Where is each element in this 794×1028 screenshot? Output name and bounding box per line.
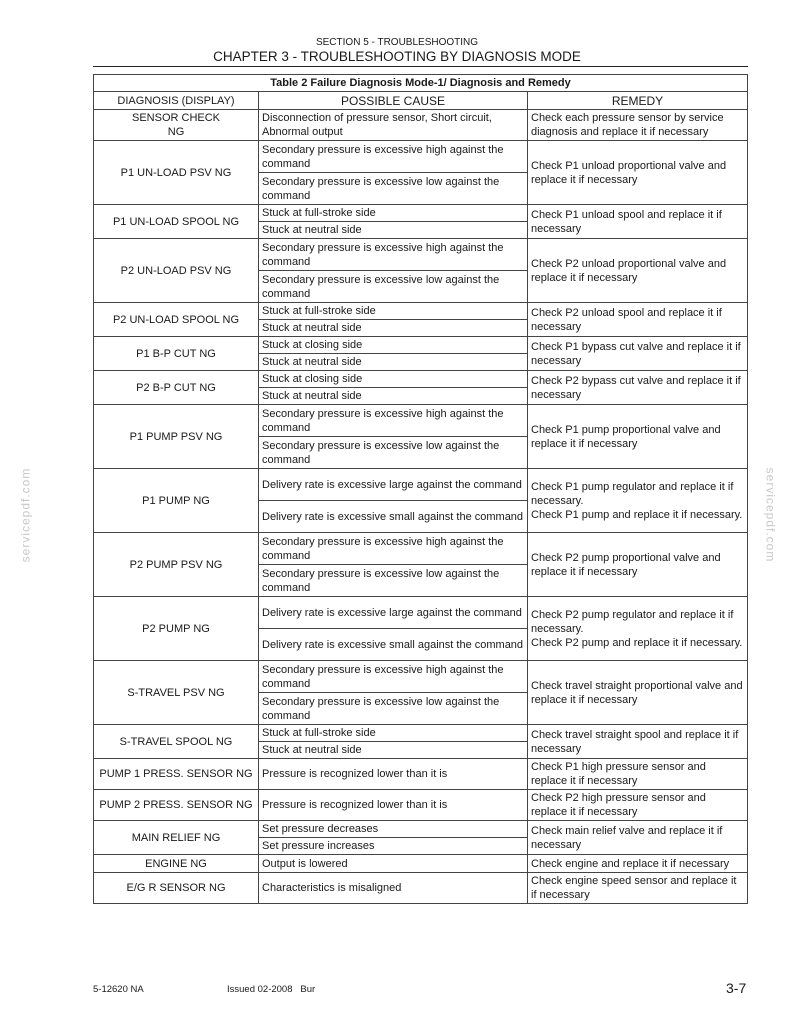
cause-cell: Stuck at closing side	[259, 371, 528, 388]
remedy-cell: Check P2 pump regulator and replace it if necessary. Check P2 pump and replace it if necessary.	[528, 597, 748, 661]
cause-cell: Secondary pressure is excessive low against the command	[259, 437, 528, 469]
cause-cell: Stuck at neutral side	[259, 320, 528, 337]
table-row	[94, 337, 748, 354]
table-row	[94, 873, 748, 904]
cause-cell: Stuck at full-stroke side	[259, 205, 528, 222]
remedy-cell: Check P1 pump regulator and replace it if necessary. Check P1 pump and replace it if necessary.	[528, 469, 748, 533]
table-row	[94, 725, 748, 742]
diagnosis-cell: S-TRAVEL PSV NG	[94, 661, 259, 725]
cause-cell: Stuck at neutral side	[259, 742, 528, 759]
table-row	[94, 141, 748, 173]
header-rule	[93, 66, 748, 67]
cause-cell: Secondary pressure is excessive low against the command	[259, 173, 528, 205]
cause-cell: Disconnection of pressure sensor, Short circuit, Abnormal output	[259, 110, 528, 141]
remedy-cell: Check P2 high pressure sensor and replace it if necessary	[528, 790, 748, 821]
cause-cell: Delivery rate is excessive small against the command	[259, 629, 528, 661]
cause-cell: Stuck at full-stroke side	[259, 303, 528, 320]
cause-cell: Secondary pressure is excessive low against the command	[259, 271, 528, 303]
cause-cell: Set pressure increases	[259, 838, 528, 855]
diagnosis-cell: P2 UN-LOAD PSV NG	[94, 239, 259, 303]
cause-cell: Stuck at neutral side	[259, 222, 528, 239]
diagnosis-cell: P2 PUMP PSV NG	[94, 533, 259, 597]
remedy-cell: Check engine speed sensor and replace it if necessary	[528, 873, 748, 904]
footer-issued: Issued 02-2008 Bur	[227, 984, 316, 995]
diagnosis-cell: PUMP 1 PRESS. SENSOR NG	[94, 759, 259, 790]
diagnosis-cell: P1 UN-LOAD PSV NG	[94, 141, 259, 205]
remedy-cell: Check P1 high pressure sensor and replace it if necessary	[528, 759, 748, 790]
table-row	[94, 110, 748, 141]
cause-cell: Secondary pressure is excessive high against the command	[259, 239, 528, 271]
table-row	[94, 661, 748, 693]
diagnosis-cell: P2 B-P CUT NG	[94, 371, 259, 405]
cause-cell: Delivery rate is excessive small against the command	[259, 501, 528, 533]
column-header-cause: POSSIBLE CAUSE	[259, 92, 528, 110]
cause-cell: Output is lowered	[259, 855, 528, 873]
remedy-cell: Check engine and replace it if necessary	[528, 855, 748, 873]
remedy-cell: Check each pressure sensor by service diagnosis and replace it if necessary	[528, 110, 748, 141]
cause-cell: Secondary pressure is excessive high against the command	[259, 533, 528, 565]
diagnosis-cell: P1 PUMP NG	[94, 469, 259, 533]
cause-cell: Stuck at full-stroke side	[259, 725, 528, 742]
watermark-left: servicepdf.com	[18, 467, 33, 563]
remedy-cell: Check main relief valve and replace it if necessary	[528, 821, 748, 855]
diagnosis-cell: P1 UN-LOAD SPOOL NG	[94, 205, 259, 239]
cause-cell: Secondary pressure is excessive high against the command	[259, 141, 528, 173]
diagnosis-cell: P2 UN-LOAD SPOOL NG	[94, 303, 259, 337]
table-row	[94, 303, 748, 320]
watermark-right: servicepdf.com	[763, 467, 778, 563]
cause-cell: Delivery rate is excessive large against the command	[259, 597, 528, 629]
diagnosis-cell: PUMP 2 PRESS. SENSOR NG	[94, 790, 259, 821]
cause-cell: Set pressure decreases	[259, 821, 528, 838]
cause-cell: Pressure is recognized lower than it is	[259, 790, 528, 821]
section-header: SECTION 5 - TROUBLESHOOTING	[315, 37, 479, 48]
column-header-diagnosis: DIAGNOSIS (DISPLAY)	[94, 92, 259, 110]
table-row	[94, 405, 748, 437]
cause-cell: Stuck at neutral side	[259, 354, 528, 371]
remedy-cell: Check P2 pump proportional valve and replace it if necessary	[528, 533, 748, 597]
table-row	[94, 759, 748, 790]
chapter-header: CHAPTER 3 - TROUBLESHOOTING BY DIAGNOSIS MODE	[213, 49, 581, 64]
cause-cell: Delivery rate is excessive large against the command	[259, 469, 528, 501]
table-row	[94, 205, 748, 222]
cause-cell: Secondary pressure is excessive high against the command	[259, 661, 528, 693]
table-row	[94, 239, 748, 271]
diagnosis-cell: SENSOR CHECK NG	[94, 110, 259, 141]
cause-cell: Pressure is recognized lower than it is	[259, 759, 528, 790]
remedy-cell: Check P2 unload spool and replace it if necessary	[528, 303, 748, 337]
remedy-cell: Check travel straight spool and replace it if necessary	[528, 725, 748, 759]
remedy-cell: Check P2 bypass cut valve and replace it if necessary	[528, 371, 748, 405]
table-row	[94, 371, 748, 388]
remedy-cell: Check P1 unload spool and replace it if necessary	[528, 205, 748, 239]
table-row	[94, 821, 748, 838]
remedy-cell: Check P2 unload proportional valve and replace it if necessary	[528, 239, 748, 303]
cause-cell: Stuck at neutral side	[259, 388, 528, 405]
diagnosis-cell: MAIN RELIEF NG	[94, 821, 259, 855]
diagnosis-cell: ENGINE NG	[94, 855, 259, 873]
cause-cell: Secondary pressure is excessive high against the command	[259, 405, 528, 437]
table-row	[94, 597, 748, 629]
table-body	[94, 110, 748, 904]
remedy-cell: Check P1 pump proportional valve and replace it if necessary	[528, 405, 748, 469]
cause-cell: Secondary pressure is excessive low against the command	[259, 565, 528, 597]
remedy-cell: Check travel straight proportional valve and replace it if necessary	[528, 661, 748, 725]
remedy-cell: Check P1 unload proportional valve and replace it if necessary	[528, 141, 748, 205]
table-row	[94, 855, 748, 873]
diagnosis-cell: E/G R SENSOR NG	[94, 873, 259, 904]
table-row	[94, 469, 748, 501]
cause-cell: Characteristics is misaligned	[259, 873, 528, 904]
cause-cell: Secondary pressure is excessive low against the command	[259, 693, 528, 725]
diagnosis-table	[93, 74, 748, 904]
diagnosis-cell: P1 B-P CUT NG	[94, 337, 259, 371]
table-row	[94, 790, 748, 821]
remedy-cell: Check P1 bypass cut valve and replace it if necessary	[528, 337, 748, 371]
column-header-remedy: REMEDY	[528, 92, 748, 110]
cause-cell: Stuck at closing side	[259, 337, 528, 354]
diagnosis-cell: P1 PUMP PSV NG	[94, 405, 259, 469]
table-title: Table 2 Failure Diagnosis Mode-1/ Diagnosis and Remedy	[94, 75, 748, 92]
diagnosis-cell: S-TRAVEL SPOOL NG	[94, 725, 259, 759]
footer-page-number: 3-7	[726, 980, 747, 996]
table-row	[94, 533, 748, 565]
diagnosis-cell: P2 PUMP NG	[94, 597, 259, 661]
footer-doc-number: 5-12620 NA	[93, 984, 144, 995]
